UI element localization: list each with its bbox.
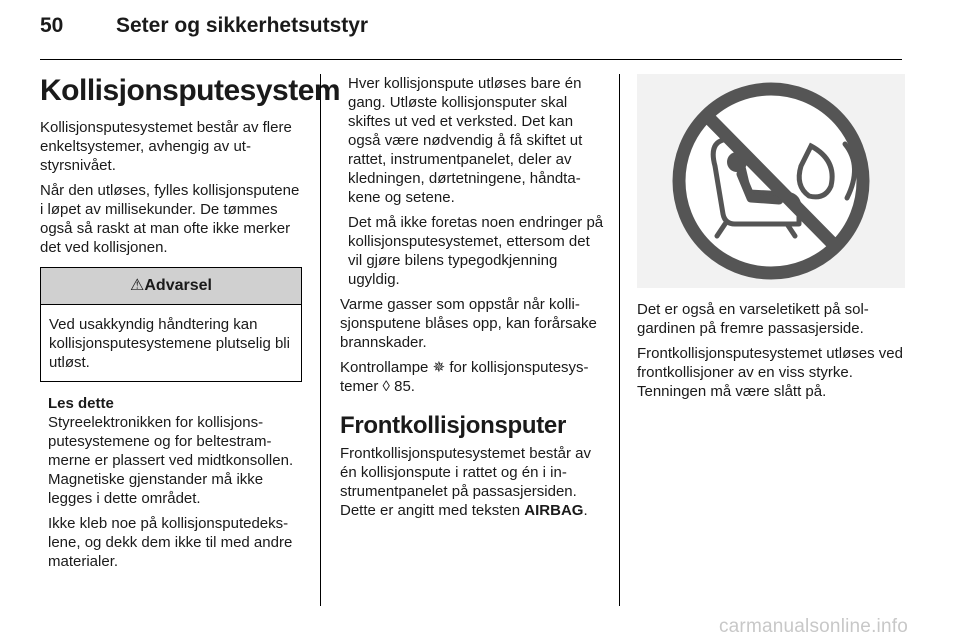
note-title: Les dette — [48, 395, 114, 412]
note-paragraph-1: Styreelektronikken for kollisjonsputesystemene og for beltestrammerne er plassert ved midtkonsollen. Magnetiske gjenstander må ikke legges i dette området. — [48, 414, 294, 507]
deploy-paragraph: Når den utløses, fylles kollisjonsputene i løpet av millisekunder. De tømmes også så raskt at man ofte ikke merker det ved kollisjonen. — [40, 182, 300, 256]
section-title: Kollisjonsputesystem — [40, 74, 341, 107]
watermark: carmanualsonline.info — [718, 616, 908, 637]
page-number: 50 — [40, 14, 64, 37]
note-box — [40, 394, 302, 571]
no-child-seat-icon — [637, 74, 905, 288]
warning-text: Ved usakkyndig håndtering kan kollisjonsputesystemene plutselig bli utløst. — [49, 316, 290, 371]
front-deploy-paragraph: Frontkollisjonsputesystemet utløses ved frontkollisjoner av en viss styrke. Tenningen må være slått på. — [637, 345, 903, 400]
front-airbag-end: . — [583, 502, 588, 519]
sunvisor-label-paragraph: Det er også en varseletikett på solgardinen på fremre passasjerside. — [637, 301, 869, 337]
control-lamp-text: Kontrollampe — [340, 359, 429, 376]
warning-title: Advarsel — [144, 277, 212, 294]
page-header — [40, 14, 368, 38]
airbag-lamp-icon: ✵ — [432, 359, 446, 376]
column-middle — [340, 74, 604, 526]
header-rule — [40, 59, 902, 60]
warning-box — [40, 267, 302, 382]
warning-label-image — [637, 74, 905, 288]
column-right — [637, 74, 905, 407]
warning-header — [41, 268, 301, 305]
intro-paragraph: Kollisjonsputesystemet består av flere enkeltsystemer, avhengig av utstyrsnivået. — [40, 119, 292, 174]
airbag-label: AIRBAG — [524, 502, 584, 519]
column-divider-2 — [619, 74, 620, 606]
chapter-title: Seter og sikkerhetsutstyr — [116, 14, 369, 37]
control-lamp-text-2: for kollisjonsputesystemer — [340, 359, 589, 395]
column-divider-1 — [320, 74, 321, 606]
single-use-paragraph: Hver kollisjonspute utløses bare én gang. Utløste kollisjonsputer skal skiftes ut ved et verksted. Det kan også være nødvendig å få skiftet ut rattet, instrumentpanelet, deler av kledningen, dørtetningene, håndtakene og setene. — [348, 75, 583, 206]
no-modifications-paragraph: Det må ikke foretas noen endringer på kollisjonsputesystemet, ettersom det vil gjøre bilens typegodkjenning ugyldig. — [348, 214, 604, 288]
control-lamp-paragraph — [340, 358, 604, 396]
page-reference: ◊ 85. — [382, 378, 415, 395]
front-airbag-paragraph — [340, 444, 604, 520]
column-left — [40, 74, 341, 577]
subsection-title: Frontkollisjonsputer — [340, 412, 567, 439]
warning-triangle-icon: ⚠ — [130, 277, 145, 294]
front-airbag-text: Frontkollisjonsputesystemet består av én kollisjonspute i rattet og én i instrumentpanelet på passasjersiden. Dette er angitt med teksten — [340, 445, 591, 519]
hot-gas-paragraph: Varme gasser som oppstår når kollisjonsputene blåses opp, kan forårsake brannskader. — [340, 296, 597, 351]
note-paragraph-2: Ikke kleb noe på kollisjonsputedekslene, og dekk dem ikke til med andre materialer. — [48, 515, 293, 570]
